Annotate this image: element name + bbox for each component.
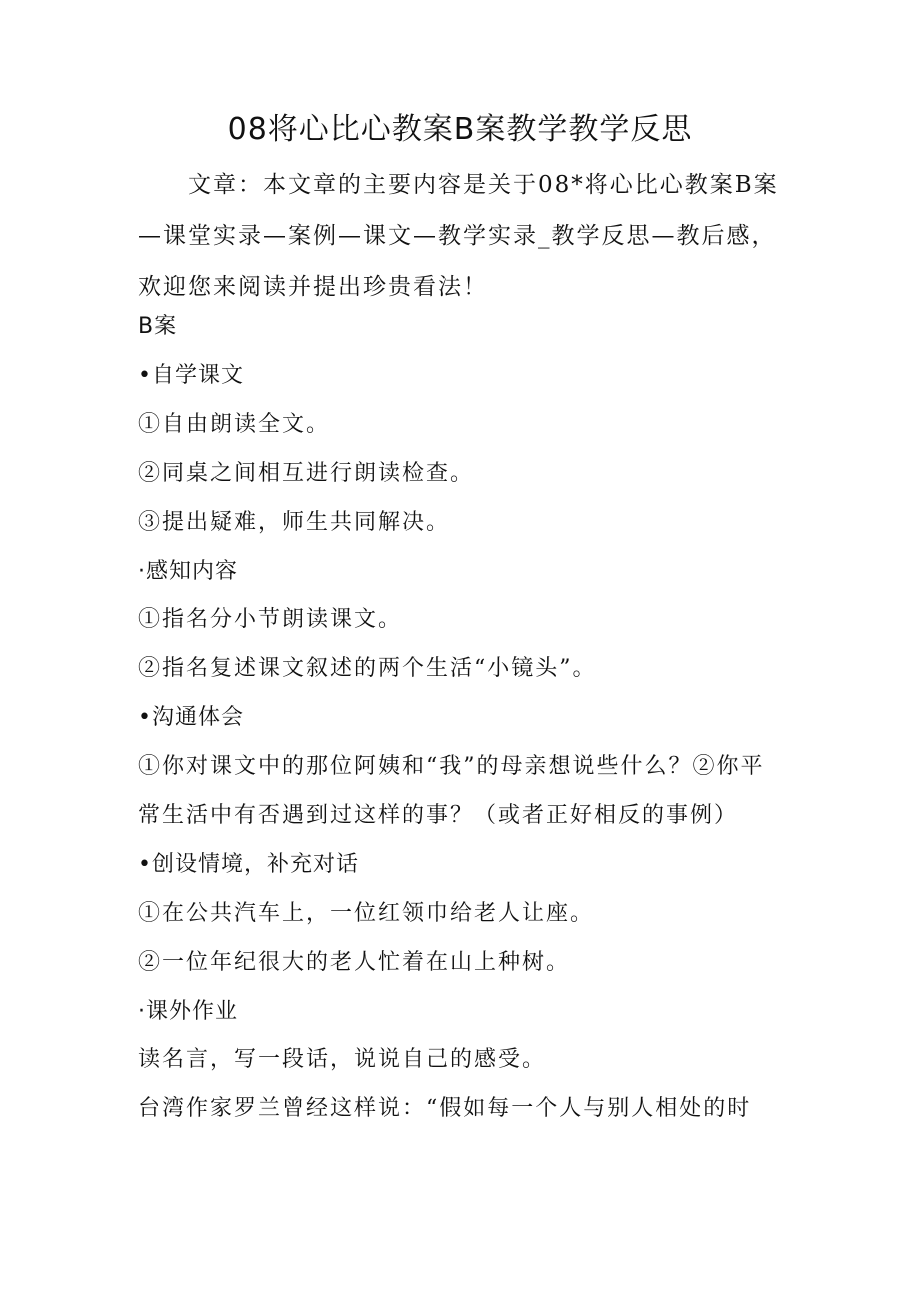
list-item-scenario-2: ②一位年纪很大的老人忙着在山上种树。 [138,950,571,975]
heading-communicate: •沟通体会 [138,705,244,730]
section-label-b: B案 [138,314,178,339]
list-item-perceive-2: ②指名复述课文叙述的两个生活“小镜头”。 [138,656,597,681]
heading-homework: ·课外作业 [138,999,238,1024]
list-item-perceive-1: ①指名分小节朗读课文。 [138,607,403,632]
list-item-self-study-1: ①自由朗读全文。 [138,412,331,437]
heading-create-scenario: •创设情境，补充对话 [138,852,359,877]
list-item-communicate-1: ①你对课文中的那位阿姨和“我”的母亲想说些什么？②你平 [138,754,765,779]
document-title: 08将心比心教案B案教学教学反思 [227,112,693,147]
list-item-scenario-1: ①在公共汽车上，一位红领巾给老人让座。 [138,901,595,926]
homework-text-1: 读名言，写一段话，说说自己的感受。 [138,1047,547,1072]
homework-text-2: 台湾作家罗兰曾经这样说：“假如每一个人与别人相处的时 [138,1096,752,1121]
intro-paragraph: 文章：本文章的主要内容是关于08*将心比心教案B案—课堂实录—案例—课文—教学实录_教学反思—教后感，欢迎您来阅读并提出珍贵看法！ [138,172,779,300]
heading-self-study: •自学课文 [138,363,244,388]
list-item-self-study-2: ②同桌之间相互进行朗读检查。 [138,461,475,486]
heading-perceive-content: ·感知内容 [138,559,238,584]
list-item-communicate-2: 常生活中有否遇到过这样的事？（或者正好相反的事例） [138,803,739,828]
list-item-self-study-3: ③提出疑难，师生共同解决。 [138,510,451,535]
